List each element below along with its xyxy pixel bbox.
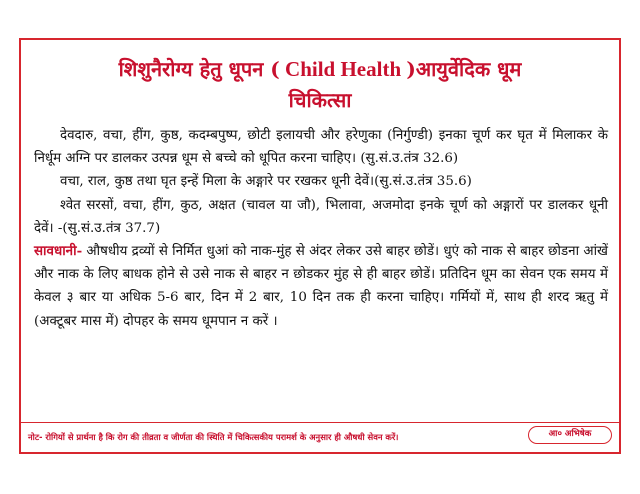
caution-paragraph [34,240,608,333]
footer-note: नोट- रोगियों से प्रार्थना है कि रोग की तीव्रता व जीर्णता की स्थिति में चिकित्सकीय परामर्श के अनुसार ही औषधी सेवन करें। [28,432,399,442]
title-hindi-part1: शिशुनैरोग्य हेतु धूपन ( [118,57,280,81]
caution-text: औषधीय द्रव्यों से निर्मित धुआं को नाक-मुंह से अंदर लेकर उसे बाहर छोडें। धुएं को नाक से बाहर छोडना आंखें और नाक के लिए बाधक होने से उसे नाक से बाहर न छोडकर मुंह से ही बाहर छोडें। प्रतिदिन धूम का सेवन एक समय में केवल ३ बार या अधिक 5-6 बार, दिन में 2 बार, 10 दिन तक ही करना चाहिए। गर्मियों में, साथ ही शरद ऋतु में (अक्टूबर मास में) दोपहर के समय धूमपान न करें । [34,244,608,329]
paragraph-2: वचा, राल, कुष्ठ तथा घृत इन्हें मिला के अङ्गारे पर रखकर धूनी देवें।(सु.सं.उ.तंत्र 35.6) [60,174,472,190]
title-line2: चिकित्सा [288,88,352,112]
author-badge: आ० अभिषेक [528,426,612,444]
footer-divider [21,422,619,423]
paragraph-3: श्वेत सरसों, वचा, हींग, कुठ, अक्षत (चावल या जौ), भिलावा, अजमोदा इनके चूर्ण को अङ्गारों पर डालकर धूनी देवें। -(सु.सं.उ.तंत्र 37.7) [34,197,608,236]
title-hindi-part2: )आयुर्वेदिक धूम [406,57,522,81]
title-english: Child Health [279,57,407,81]
document-body [34,124,608,333]
page-title [30,54,610,116]
caution-label: सावधानी- [34,243,83,260]
paragraph-1: देवदारु, वचा, हींग, कुष्ठ, कदम्बपुष्प, छोटी इलायची और हरेणुका (निर्गुण्डी) इनका चूर्ण कर घृत में मिलाकर के निर्धूम अग्नि पर डालकर उत्पन्न धूम से बच्चे को धूपित करना चाहिए। (सु.सं.उ.तंत्र 32.6) [34,128,608,167]
